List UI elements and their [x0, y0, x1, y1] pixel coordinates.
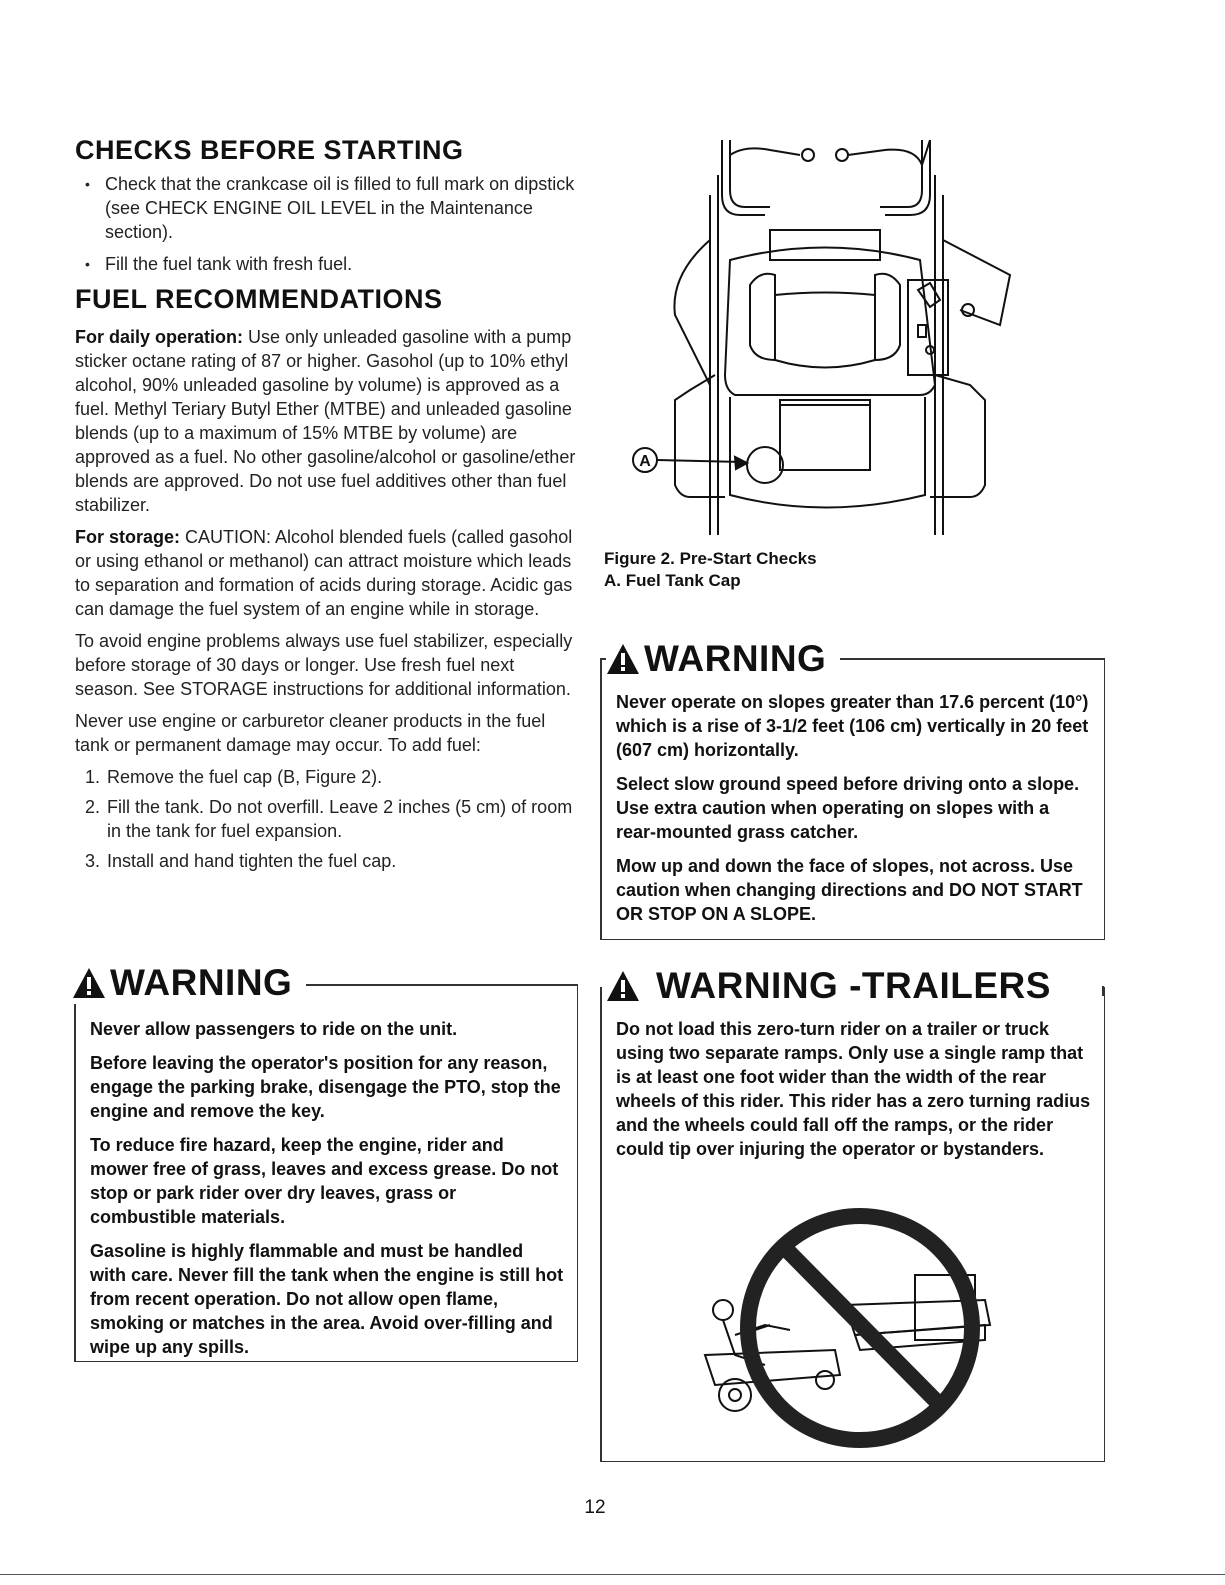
fuel-steps [75, 765, 580, 873]
warning-paragraph: Mow up and down the face of slopes, not across. Use caution when changing directions and DO NOT START OR STOP ON A SLOPE. [616, 856, 1083, 924]
warning-paragraph: Before leaving the operator's position for any reason, engage the parking brake, disengage the PTO, stop the engine and remove the key. [90, 1053, 561, 1121]
warning-box-passengers [74, 962, 578, 1362]
callout-label: A [639, 453, 651, 470]
warning-paragraph: Gasoline is highly flammable and must be handled with care. Never fill the tank when the engine is still hot from recent operation. Do not allow open flame, smoking or matches in the area. Avoid over-filling and wipe up any spills. [90, 1241, 564, 1357]
daily-label: For daily operation: [75, 327, 244, 347]
warning-triangle-icon [72, 967, 106, 999]
mower-illustration [630, 135, 1020, 535]
caption-line: Figure 2. Pre-Start Checks [604, 549, 817, 568]
list-item: • Check that the crankcase oil is filled to full mark on dipstick (see CHECK ENGINE OIL LEVEL in the Maintenance section). [105, 172, 580, 244]
page-bottom-rule [0, 1574, 1225, 1575]
warning-triangle-icon [606, 643, 640, 675]
checks-heading: CHECKS BEFORE STARTING [75, 135, 464, 165]
warning-content [616, 690, 1091, 936]
warning-triangle-icon [606, 970, 640, 1002]
list-item: • Fill the fuel tank with fresh fuel. [105, 252, 580, 276]
list-item: 1. Remove the fuel cap (B, Figure 2). [105, 765, 580, 789]
list-item: 2. Fill the tank. Do not overfill. Leave 2 inches (5 cm) of room in the tank for fuel expansion. [105, 795, 580, 843]
warning-paragraph: Do not load this zero-turn rider on a trailer or truck using two separate ramps. Only use a single ramp that is at least one foot wider than the width of the rear wheels of this rider. This rider has a zero turning radius and the wheels could fall off the ramps, or the rider could tip over injuring the operator or bystanders. [616, 1019, 1091, 1159]
figure-caption [604, 548, 817, 592]
never-paragraph: Never use engine or carburetor cleaner products in the fuel tank or permanent damage may occur. To add fuel: [75, 711, 546, 755]
warning-title: WARNING [606, 638, 840, 680]
warning-title: WARNING [72, 962, 306, 1004]
warning-content [616, 1017, 1091, 1171]
no-trailer-ramp-illustration [695, 1200, 1025, 1455]
caption-line: A. Fuel Tank Cap [604, 571, 741, 590]
figure-mower-top-view [630, 135, 1020, 535]
fuel-heading: FUEL RECOMMENDATIONS [75, 284, 443, 314]
list-item: 3. Install and hand tighten the fuel cap. [105, 849, 580, 873]
storage-paragraph [75, 525, 580, 621]
storage-text: CAUTION: Alcohol blended fuels (called gasohol or using ethanol or methanol) can attract moisture which leads to separation and formation of acids during storage. Acidic gas can damage the fuel system of an engine while in storage. [75, 527, 573, 619]
daily-text: Use only unleaded gasoline with a pump sticker octane rating of 87 or higher. Gasohol (up to 10% ethyl alcohol, 90% unleaded gasoline by volume) is approved as a fuel. Methyl Teriary Butyl Ether (MTBE) and unleaded gasoline blends (up to a maximum of 15% MTBE by volume) are approved as a fuel. No other gasoline/alcohol or gasoline/ether blends are approved. Do not use fuel additives other than fuel stabilizer. [75, 327, 576, 515]
left-column [75, 135, 580, 879]
page-number: 12 [584, 1497, 606, 1518]
warning-paragraph: Never operate on slopes greater than 17.6 percent (10°) which is a rise of 3-1/2 feet (106 cm) vertically in 20 feet (607 cm) horizontally. [616, 692, 1089, 760]
checks-list [75, 172, 580, 276]
daily-paragraph [75, 325, 580, 517]
warning-paragraph: Never allow passengers to ride on the unit. [90, 1019, 458, 1039]
warning-content [90, 1017, 564, 1369]
warning-box-slopes [600, 638, 1105, 940]
avoid-paragraph: To avoid engine problems always use fuel stabilizer, especially before storage of 30 days or longer. Use fresh fuel next season. See STORAGE instructions for additional information. [75, 631, 573, 699]
warning-title: WARNING -TRAILERS [606, 965, 1065, 1007]
warning-box-trailers [600, 965, 1105, 1462]
warning-paragraph: To reduce fire hazard, keep the engine, rider and mower free of grass, leaves and excess grease. Do not stop or park rider over dry leaves, grass or combustible materials. [90, 1135, 559, 1227]
storage-label: For storage: [75, 527, 181, 547]
warning-paragraph: Select slow ground speed before driving onto a slope. Use extra caution when operating on slopes with a rear-mounted grass catcher. [616, 774, 1080, 842]
